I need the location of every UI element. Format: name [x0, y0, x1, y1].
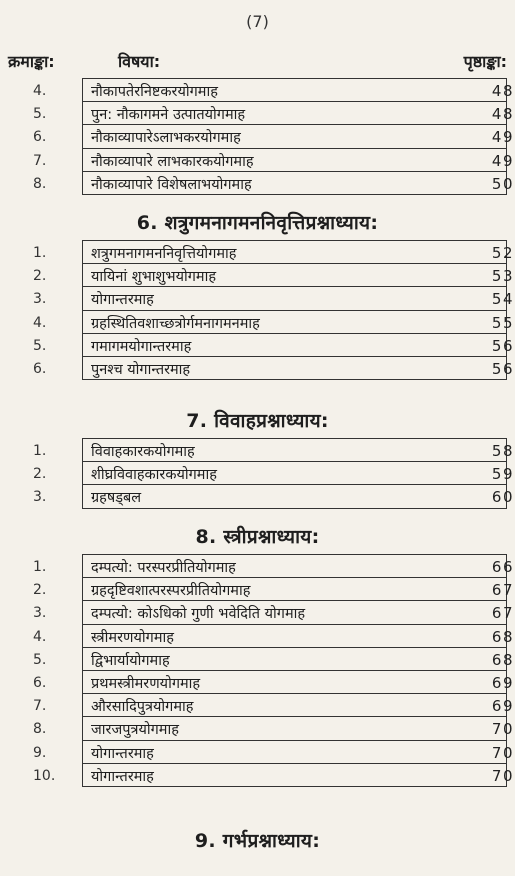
row-page: 54 — [491, 290, 514, 309]
row-subject: शीघ्रविवाहकारकयोगमाह — [91, 467, 217, 484]
section-title: 8. स्त्रीप्रश्नाध्याय: — [195, 526, 320, 548]
toc-table — [33, 78, 514, 195]
toc-table — [33, 240, 514, 380]
row-number: 2. — [33, 268, 47, 285]
row-subject: स्त्रीमरणयोगमाह — [91, 629, 174, 646]
row-page: 70 — [491, 766, 514, 785]
row-number: 1. — [33, 559, 47, 575]
row-number: 5. — [33, 106, 47, 123]
toc-table — [33, 438, 514, 509]
row-page: 49 — [491, 128, 514, 147]
row-number: 5. — [33, 651, 47, 668]
row-subject: नौकाव्यापारे विशेषलाभयोगमाह — [91, 176, 252, 193]
row-number: 8. — [33, 175, 47, 192]
row-subject: दम्पत्यो: कोऽधिको गुणी भवेदिति योगमाह — [91, 606, 306, 623]
row-subject: नौकाव्यापारेऽलाभकरयोगमाह — [91, 130, 241, 147]
row-subject: विवाहकारकयोगमाह — [91, 444, 195, 460]
row-page: 56 — [491, 359, 514, 378]
row-page: 68 — [491, 650, 514, 669]
row-page: 56 — [491, 336, 514, 355]
row-subject: ग्रहस्थितिवशाच्छत्रोर्गमनागमनमाह — [91, 315, 260, 332]
toc-row — [33, 577, 514, 600]
toc-row — [33, 171, 514, 196]
column-headers — [0, 50, 515, 74]
row-page: 50 — [491, 174, 514, 193]
section-title: 6. शत्रुगमनागमननिवृत्तिप्रश्नाध्याय: — [136, 212, 379, 234]
header-subject: विषया: — [118, 52, 161, 71]
row-subject: दम्पत्यो: परस्परप्रीतियोगमाह — [91, 560, 236, 576]
toc-row — [33, 310, 514, 333]
row-page: 58 — [491, 442, 514, 460]
row-number: 9. — [33, 744, 47, 761]
page-number: (7) — [246, 12, 269, 31]
header-number: क्रमाङ्का: — [8, 52, 55, 71]
row-number: 2. — [33, 582, 47, 599]
row-number: 3. — [33, 489, 47, 506]
row-subject: योगान्तरमाह — [91, 768, 154, 785]
toc-row — [33, 333, 514, 356]
section-title: 7. विवाहप्रश्नाध्याय: — [186, 410, 329, 432]
row-subject: गमागमयोगान्तरमाह — [91, 338, 192, 355]
toc-section — [0, 824, 515, 858]
row-number: 5. — [33, 337, 47, 354]
row-page: 49 — [491, 151, 514, 170]
row-subject: औरसादिपुत्रयोगमाह — [91, 699, 194, 716]
toc-row — [33, 716, 514, 739]
toc-section — [0, 78, 515, 195]
row-subject: जारजपुत्रयोगमाह — [91, 722, 179, 739]
row-number: 1. — [33, 245, 47, 261]
toc-row — [33, 263, 514, 286]
row-subject: प्रथमस्त्रीमरणयोगमाह — [91, 675, 201, 692]
toc-row — [33, 763, 514, 788]
toc-row — [33, 438, 514, 461]
toc-row — [33, 647, 514, 670]
toc-row — [33, 461, 514, 484]
row-subject: शत्रुगमनागमननिवृत्तियोगमाह — [91, 246, 237, 262]
row-number: 3. — [33, 605, 47, 622]
toc-row — [33, 624, 514, 647]
row-subject: पुन: नौकागमने उत्पातयोगमाह — [91, 107, 246, 124]
row-page: 60 — [491, 488, 514, 507]
toc-section — [0, 404, 515, 509]
row-number: 3. — [33, 291, 47, 308]
row-page: 55 — [491, 313, 514, 332]
toc-row — [33, 101, 514, 124]
row-number: 1. — [33, 443, 47, 459]
toc-row — [33, 484, 514, 509]
row-subject: पुनश्च योगान्तरमाह — [91, 361, 191, 378]
row-subject: ग्रहदृष्टिवशात्परस्परप्रीतियोगमाह — [91, 583, 251, 600]
row-page: 66 — [491, 558, 514, 576]
row-number: 4. — [33, 83, 47, 99]
toc-row — [33, 148, 514, 171]
row-number: 7. — [33, 698, 47, 715]
row-subject: द्विभार्यायोगमाह — [91, 652, 170, 669]
row-subject: यायिनां शुभाशुभयोगमाह — [91, 269, 217, 286]
toc-row — [33, 356, 514, 381]
row-number: 4. — [33, 314, 47, 331]
row-number: 4. — [33, 628, 47, 645]
row-subject: नौकापतेरनिष्टकरयोगमाह — [91, 84, 218, 100]
row-page: 52 — [491, 244, 514, 262]
toc-row — [33, 740, 514, 763]
row-page: 48 — [491, 82, 514, 100]
row-number: 6. — [33, 674, 47, 691]
row-page: 70 — [491, 743, 514, 762]
row-page: 68 — [491, 627, 514, 646]
row-subject: योगान्तरमाह — [91, 745, 154, 762]
row-page: 67 — [491, 604, 514, 623]
toc-row — [33, 78, 514, 101]
row-page: 59 — [491, 465, 514, 484]
toc-section — [0, 520, 515, 787]
toc-row — [33, 693, 514, 716]
row-page: 69 — [491, 673, 514, 692]
header-page: पृष्ठाङ्का: — [463, 52, 507, 71]
toc-table — [33, 554, 514, 787]
toc-row — [33, 124, 514, 147]
toc-row — [33, 240, 514, 263]
row-number: 6. — [33, 129, 47, 146]
toc-row — [33, 286, 514, 309]
row-number: 6. — [33, 360, 47, 377]
row-page: 70 — [491, 720, 514, 739]
row-page: 48 — [491, 105, 514, 124]
section-title: 9. गर्भप्रश्नाध्याय: — [194, 830, 321, 852]
row-page: 69 — [491, 697, 514, 716]
toc-row — [33, 600, 514, 623]
row-number: 2. — [33, 466, 47, 483]
row-subject: ग्रहषड्बल — [91, 490, 142, 507]
row-subject: योगान्तरमाह — [91, 292, 154, 309]
row-number: 8. — [33, 721, 47, 738]
row-number: 10. — [33, 767, 56, 784]
row-page: 67 — [491, 581, 514, 600]
row-page: 53 — [491, 267, 514, 286]
row-number: 7. — [33, 152, 47, 169]
toc-row — [33, 670, 514, 693]
toc-section — [0, 206, 515, 380]
row-subject: नौकाव्यापारे लाभकारकयोगमाह — [91, 153, 254, 170]
toc-row — [33, 554, 514, 577]
